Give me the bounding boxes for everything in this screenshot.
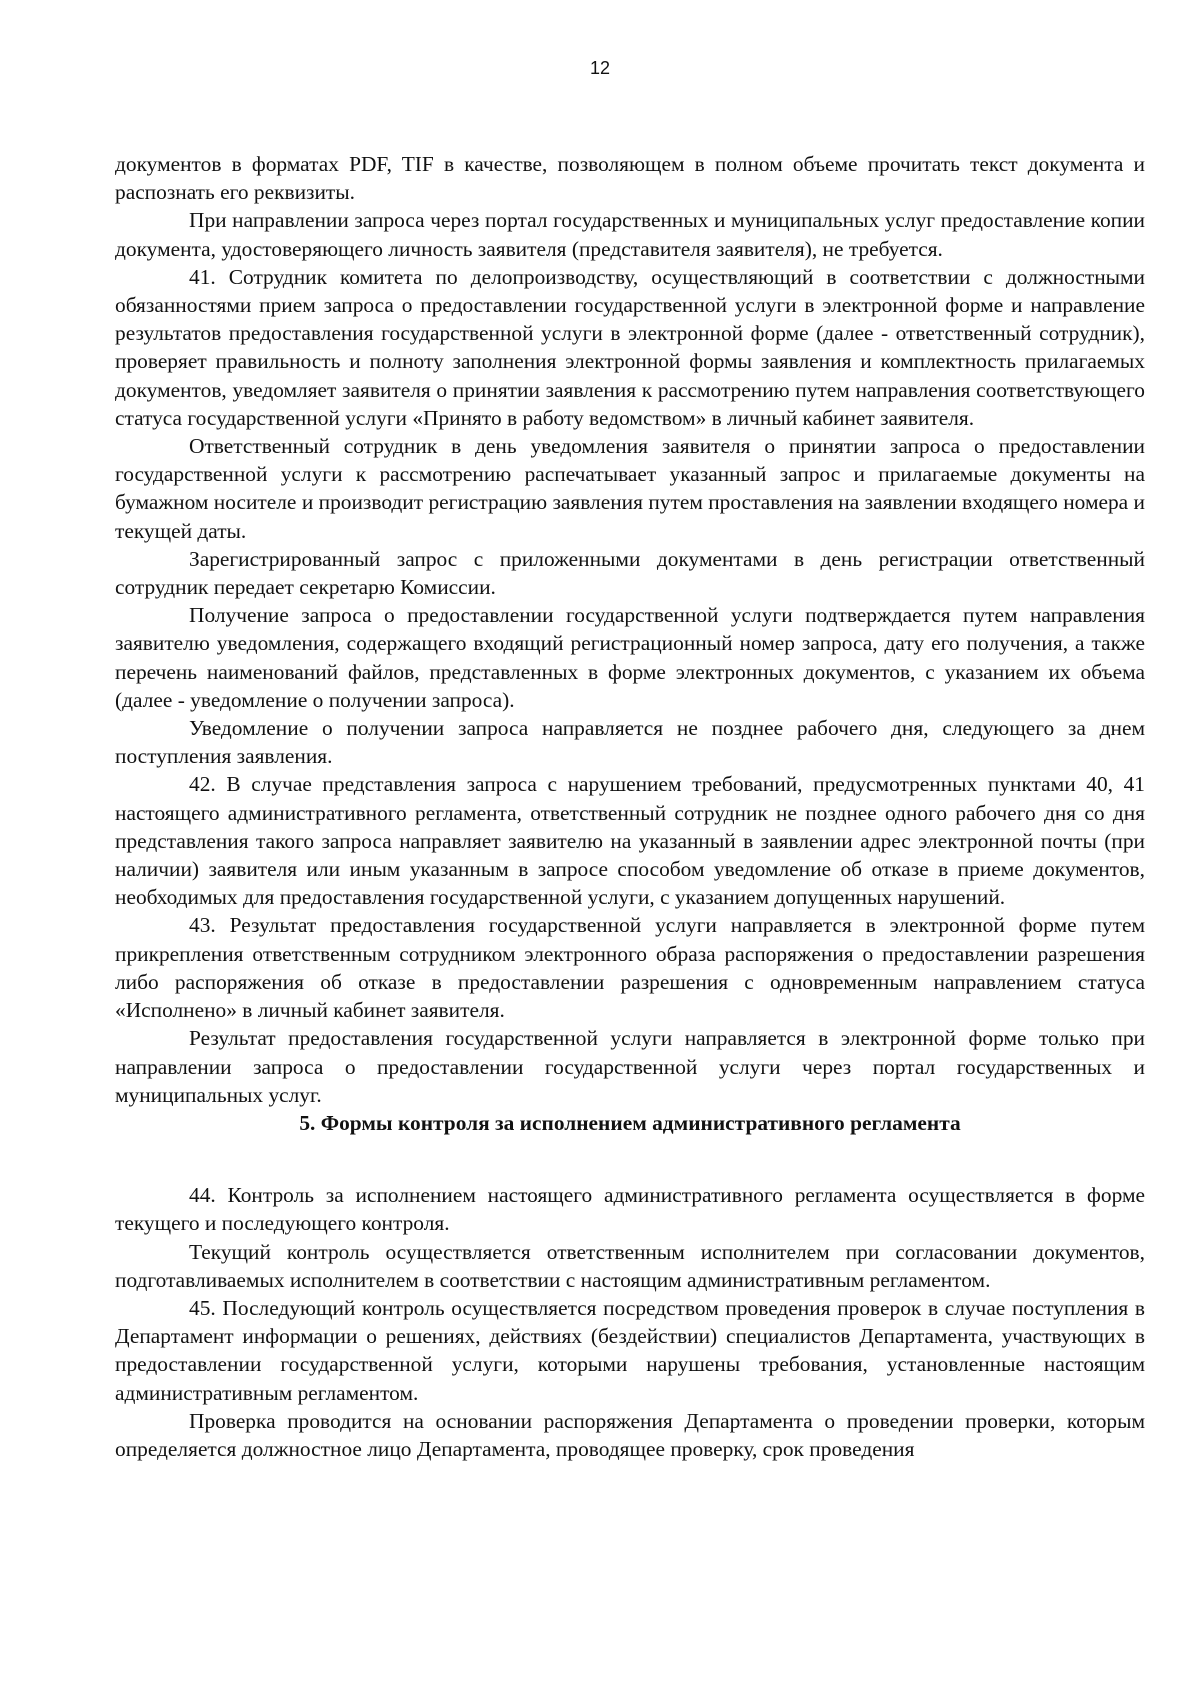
- paragraph: 44. Контроль за исполнением настоящего административного регламента осуществляется в форме текущего и последующего контроля.: [115, 1183, 1145, 1236]
- paragraph: Результат предоставления государственной услуги направляется в электронной форме только при направлении запроса о предоставлении государственной услуги через портал государственных и муниципальных услуг.: [115, 1026, 1145, 1107]
- paragraph: Уведомление о получении запроса направляется не позднее рабочего дня, следующего за днем поступления заявления.: [115, 716, 1145, 769]
- paragraph: 41. Сотрудник комитета по делопроизводству, осуществляющий в соответствии с должностными обязанностями прием запроса о предоставлении государственной услуги в электронной форме и направление результатов предоставления государственной услуги в электронной форме (далее - ответственный сотрудник), проверяет правильность и полноту заполнения электронной формы заявления и комплектность прилагаемых документов, уведомляет заявителя о принятии заявления к рассмотрению путем направления соответствующего статуса государственной услуги «Принято в работу ведомством» в личный кабинет заявителя.: [115, 264, 1145, 430]
- paragraphs-after-section: [115, 1181, 1145, 1463]
- paragraph: 43. Результат предоставления государственной услуги направляется в электронной форме путем прикрепления ответственным сотрудником электронного образа распоряжения о предоставлении разрешения либо распоряжения об отказе в предоставлении разрешения с одновременным направлением статуса «Исполнено» в личный кабинет заявителя.: [115, 913, 1145, 1023]
- paragraph: документов в форматах PDF, TIF в качестве, позволяющем в полном объеме прочитать текст документа и распознать его реквизиты.: [115, 152, 1145, 205]
- paragraph: Проверка проводится на основании распоряжения Департамента о проведении проверки, которым определяется должностное лицо Департамента, проводящее проверку, срок проведения: [115, 1408, 1145, 1461]
- paragraphs-before-section: [115, 150, 1145, 1109]
- paragraph: Ответственный сотрудник в день уведомления заявителя о принятии запроса о предоставлении государственной услуги к рассмотрению распечатывает указанный запрос и прилагаемые документы на бумажном носителе и производит регистрацию заявления путем проставления на заявлении входящего номера и текущей даты.: [115, 434, 1145, 543]
- paragraph: Текущий контроль осуществляется ответственным исполнителем при согласовании документов, подготавливаемых исполнителем в соответствии с настоящим административным регламентом.: [115, 1239, 1145, 1292]
- page-number: 12: [589, 58, 611, 78]
- paragraph: 45. Последующий контроль осуществляется посредством проведения проверок в случае поступления в Департамент информации о решениях, действиях (бездействии) специалистов Департамента, участвующих в предоставлении государственной услуги, которыми нарушены требования, установленные настоящим административным регламентом.: [115, 1295, 1145, 1405]
- paragraph: При направлении запроса через портал государственных и муниципальных услуг предоставление копии документа, удостоверяющего личность заявителя (представителя заявителя), не требуется.: [115, 208, 1145, 261]
- paragraph: 42. В случае представления запроса с нарушением требований, предусмотренных пунктами 40, 41 настоящего административного регламента, ответственный сотрудник не позднее одного рабочего дня со дня представления такого запроса направляет заявителю на указанный в заявлении адрес электронной почты (при наличии) заявителя или иным указанным в запросе способом уведомление об отказе в приеме документов, необходимых для предоставления государственной услуги, с указанием допущенных нарушений.: [115, 772, 1145, 910]
- section-gap: [115, 1137, 1145, 1181]
- section-heading: 5. Формы контроля за исполнением административного регламента: [299, 1110, 961, 1135]
- paragraph: Получение запроса о предоставлении государственной услуги подтверждается путем направления заявителю уведомления, содержащего входящий регистрационный номер запроса, дату его получения, а также перечень наименований файлов, представленных в форме электронных документов, с указанием их объема (далее - уведомление о получении запроса).: [115, 603, 1145, 712]
- document-body: [115, 150, 1145, 1463]
- paragraph: Зарегистрированный запрос с приложенными документами в день регистрации ответственный сотрудник передает секретарю Комиссии.: [115, 546, 1145, 600]
